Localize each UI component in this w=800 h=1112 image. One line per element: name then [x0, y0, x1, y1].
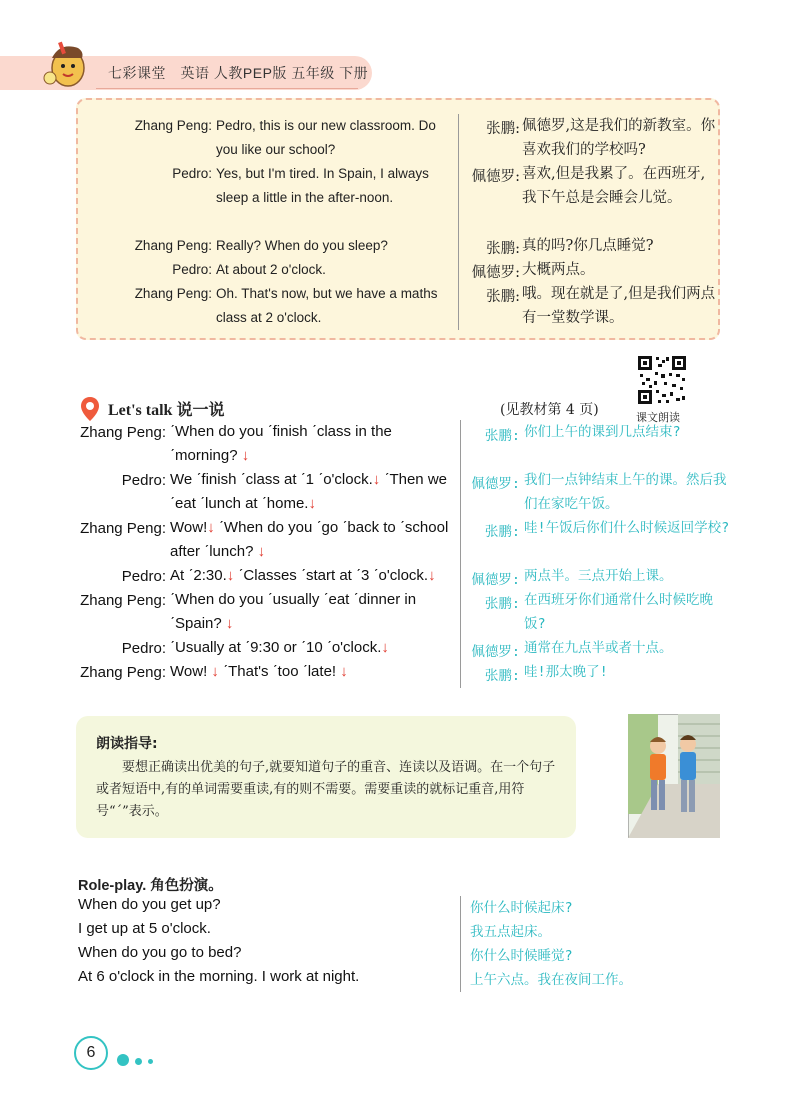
talk-translation-speaker: 张鹏: — [484, 524, 520, 540]
dialog-utterance: Oh. That's now, but we have a maths class at 2 o'clock. — [216, 286, 438, 325]
dialog-utterance: Pedro, this is our new classroom. Do you like our school? — [216, 118, 436, 157]
talk-utterance: Wow! ↓ ˊThat's ˊtoo ˊlate! ↓ — [170, 663, 348, 680]
talk-speaker: Zhang Peng: — [80, 520, 166, 537]
roleplay-line: When do you go to bed? — [78, 944, 242, 961]
talk-utterance: Wow!↓ ˊWhen do you ˊgo ˊback to ˊschool after ˊlunch? ↓ — [170, 519, 449, 560]
header-title: 七彩课堂 英语 人教PEP版 五年级 下册 — [108, 65, 369, 81]
dialog-utterance: Yes, but I'm tired. In Spain, I always sleep a little in the after-noon. — [216, 166, 429, 205]
boys-walking-illustration — [628, 714, 720, 838]
dialog-translation: 佩德罗,这是我们的新教室。你喜欢我们的学校吗? — [522, 118, 716, 158]
talk-translation-speaker: 佩德罗: — [471, 476, 520, 492]
dialog-speaker: Zhang Peng: — [134, 118, 212, 133]
talk-translation: 两点半。三点开始上课。 — [524, 568, 673, 584]
dialog-speaker: Zhang Peng: — [134, 238, 212, 253]
roleplay-translation: 上午六点。我在夜间工作。 — [470, 972, 632, 988]
talk-translation-speaker: 张鹏: — [484, 428, 520, 444]
roleplay-line: When do you get up? — [78, 896, 221, 913]
talk-speaker: Pedro: — [121, 568, 166, 585]
talk-utterance: At ˊ2:30.↓ ˊClasses ˊstart at ˊ3 ˊo'clock.↓ — [170, 567, 436, 584]
roleplay-translation: 你什么时候睡觉? — [470, 948, 573, 964]
roleplay-line: At 6 o'clock in the morning. I work at night. — [78, 968, 360, 985]
dialog-utterance: Really? When do you sleep? — [216, 238, 388, 253]
roleplay-divider — [460, 896, 461, 992]
dialog-translation-speaker: 张鹏: — [486, 289, 520, 305]
talk-utterance: We ˊfinish ˊclass at ˊ1 ˊo'clock.↓ ˊThen we ˊeat ˊlunch at ˊhome.↓ — [170, 471, 447, 512]
roleplay-line: I get up at 5 o'clock. — [78, 920, 211, 937]
talk-translation-speaker: 张鹏: — [484, 668, 520, 684]
header-divider — [96, 88, 358, 89]
dialog-translation: 哦。现在就是了,但是我们两点有一堂数学课。 — [522, 286, 716, 326]
page-dot — [135, 1058, 142, 1065]
talk-utterance: ˊWhen do you ˊusually ˊeat ˊdinner in ˊSpain? ↓ — [170, 591, 417, 632]
talk-speaker: Zhang Peng: — [80, 592, 166, 609]
dialog-translation-speaker: 佩德罗: — [471, 169, 520, 185]
talk-utterance: ˊUsually at ˊ9:30 or ˊ10 ˊo'clock.↓ — [170, 639, 389, 656]
dialog-speaker: Pedro: — [172, 166, 212, 181]
talk-speaker: Pedro: — [121, 640, 166, 657]
talk-divider — [460, 420, 461, 688]
page-dot — [117, 1054, 129, 1066]
dialog-translation-speaker: 张鹏: — [486, 241, 520, 257]
qr-label: 课文朗读 — [636, 411, 680, 424]
roleplay-translation: 你什么时候起床? — [470, 900, 573, 916]
dialog-translation-speaker: 张鹏: — [486, 121, 520, 137]
dialog-translation: 喜欢,但是我累了。在西班牙,我下午总是会睡会儿觉。 — [522, 166, 706, 206]
talk-translation-speaker: 佩德罗: — [471, 572, 520, 588]
textbook-reference: (见教材第 4 页) — [500, 402, 599, 418]
dialog-divider — [458, 114, 459, 330]
dialog-translation-speaker: 佩德罗: — [471, 265, 520, 281]
talk-translation: 哇!午饭后你们什么时候返回学校? — [524, 520, 730, 536]
talk-utterance: ˊWhen do you ˊfinish ˊclass in the ˊmorning? ↓ — [170, 423, 392, 464]
dialog-speaker: Pedro: — [172, 262, 212, 277]
talk-translation-speaker: 佩德罗: — [471, 644, 520, 660]
reading-guide-body: 要想正确读出优美的句子,就要知道句子的重音、连读以及语调。在一个句子或者短语中,有的单词需要重读,有的则不需要。需要重读的就标记重音,用符号“ˊ”表示。 — [96, 760, 556, 819]
talk-translation: 你们上午的课到几点结束? — [524, 424, 681, 440]
page-number: 6 — [74, 1036, 108, 1070]
dialog-translation: 大概两点。 — [522, 262, 595, 278]
section-title: Let's talk 说一说 — [108, 402, 225, 419]
roleplay-title: Role-play. 角色扮演。 — [78, 878, 223, 894]
talk-speaker: Zhang Peng: — [80, 424, 166, 441]
talk-translation-speaker: 张鹏: — [484, 596, 520, 612]
talk-translation: 通常在九点半或者十点。 — [524, 640, 673, 656]
dialog-translation: 真的吗?你几点睡觉? — [522, 238, 654, 254]
page-dot — [148, 1059, 153, 1064]
mascot-icon — [38, 38, 94, 90]
talk-translation: 哇!那太晚了! — [524, 664, 608, 680]
talk-speaker: Pedro: — [121, 472, 166, 489]
talk-translation: 我们一点钟结束上午的课。然后我们在家吃午饭。 — [524, 472, 727, 512]
roleplay-translation: 我五点起床。 — [470, 924, 551, 940]
reading-guide-title: 朗读指导: — [96, 736, 158, 752]
talk-translation: 在西班牙你们通常什么时候吃晚饭? — [524, 592, 713, 632]
dialog-utterance: At about 2 o'clock. — [216, 262, 326, 277]
dialog-speaker: Zhang Peng: — [134, 286, 212, 301]
location-pin-icon — [80, 396, 100, 422]
talk-speaker: Zhang Peng: — [80, 664, 166, 681]
qr-code-icon[interactable] — [636, 354, 688, 406]
